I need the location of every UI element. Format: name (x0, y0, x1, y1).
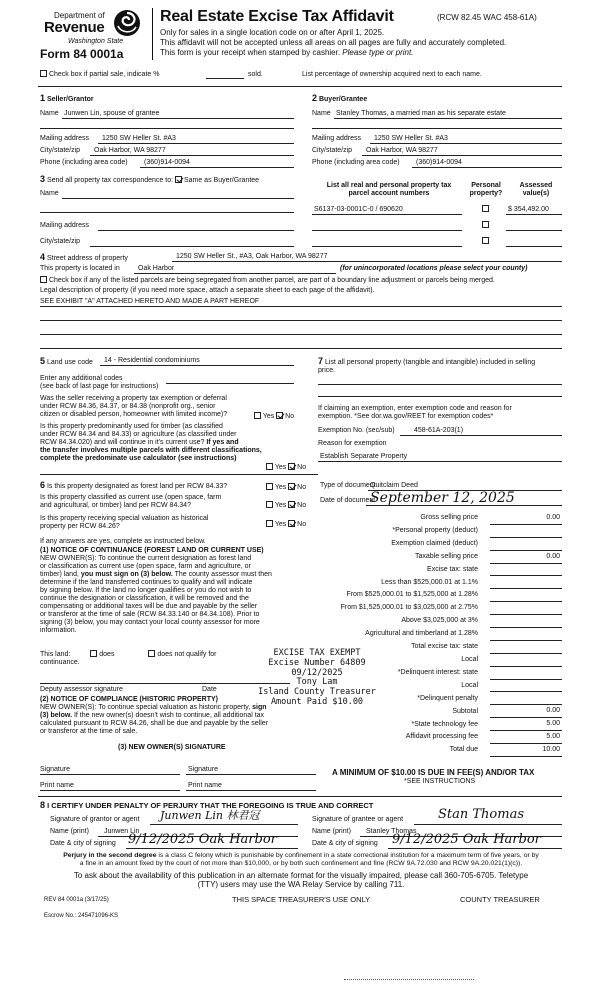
tax-row-value[interactable] (490, 615, 562, 628)
seller-name-field[interactable]: Junwen Lin, spouse of grantee (64, 110, 160, 117)
segregated-row (40, 276, 565, 285)
scan-mark (344, 979, 474, 980)
land-use-code-field[interactable]: 14 - Residential condominiums (104, 357, 200, 364)
alternate-format-note: To ask about the availability of this publication in an alternate format for the visually impaired, please call 360-705-6705. Teletype (TTY) users may use the WA Relay Service by calling 711. (73, 871, 529, 890)
tax-row-label: *Delinquent interest: state (397, 668, 478, 676)
parcel-col-header: List all real and personal property tax parcel account numbers (326, 182, 452, 198)
segregated-text: Check box if any of the listed parcels are being segregated from another parcel, are part of a boundary line adjustment or parcels being merged. (48, 277, 495, 284)
correspondence-text: Send all property tax correspondence to: (46, 177, 174, 184)
form-rcw: (RCW 82.45 WAC 458-61A) (437, 13, 537, 22)
grantee-sig-label: Signature of grantee or agent (312, 816, 404, 823)
personal-checkbox-1[interactable] (482, 205, 489, 214)
county-treasurer-label: COUNTY TREASURER (460, 895, 540, 904)
perjury-note: Perjury in the second degree is a class C felony which is punishable by confinement in a state correctional institution for a maximum term of five years, or by a fine in an amount fixed by the court of not more than $10,000, or by both such confinement and fine (RCW 9A.72.030 and RCW 9A.20.021(1)(c)). (63, 852, 539, 867)
seller-city-label: City/state/zip (40, 147, 81, 154)
sec3-mailing-field[interactable] (98, 230, 294, 231)
seller-heading: 1 Seller/Grantor (40, 93, 94, 103)
same-as-buyer-checkbox[interactable] (175, 176, 182, 183)
owner-signature-1-field[interactable] (40, 774, 180, 775)
buyer-city-field[interactable]: Oak Harbor, WA 98277 (366, 147, 438, 154)
exemption-no-label: Exemption No. (sec/sub) (318, 427, 395, 434)
grantor-sig-label: Signature of grantor or agent (50, 816, 140, 823)
rev-label: REV 84 0001a (3/17/25) (44, 897, 109, 903)
buyer-mailing-label: Mailing address (312, 135, 362, 142)
buyer-phone-field[interactable]: (360)914-0094 (416, 159, 462, 166)
tax-calc-labels (320, 512, 478, 757)
street-address-label: Street address of property (46, 255, 128, 262)
additional-codes-label: Enter any additional codes (see back of last page for instructions) (40, 375, 159, 391)
tax-row-value[interactable] (490, 692, 562, 705)
parcel-number-1[interactable]: S6137-03-0001C-0 / 690620 (314, 206, 403, 213)
see-instructions-note: *SEE INSTRUCTIONS (404, 778, 476, 785)
assessed-value-2[interactable] (506, 230, 562, 231)
grantor-signature[interactable]: Junwen Lin 林君冠 (160, 809, 260, 822)
tax-row-value[interactable] (490, 589, 562, 602)
forest-question: 6 Is this property designated as forest land per RCW 84.33? (40, 480, 228, 490)
legal-desc-line2[interactable] (40, 320, 562, 321)
partial-sale-checkbox[interactable] (40, 70, 47, 77)
grantor-name-field[interactable]: Junwen Lin (104, 828, 140, 835)
header-divider (152, 8, 153, 60)
partial-sale-row (40, 70, 159, 79)
stamp-line3: 09/12/2025 (291, 667, 343, 678)
form-number: Form 84 0001a (40, 47, 124, 61)
deputy-signature-label: Deputy assessor signature (40, 686, 123, 693)
legal-desc-label: Legal description of property (if you need more space, attach a separate sheet to each page of the affidavit). (40, 287, 375, 294)
forest-no-checkbox[interactable] (288, 483, 295, 490)
seller-mailing-field[interactable]: 1250 SW Heller St. #A3 (102, 135, 176, 142)
historical-no-checkbox[interactable] (288, 520, 295, 527)
seller-phone-label: Phone (including area code) (40, 159, 128, 166)
tax-row-label: Above $3,025,000 at 3% (401, 617, 478, 625)
unincorporated-note: (for unincorporated locations please select your county) (340, 265, 528, 272)
personal-property-line1[interactable] (318, 384, 562, 385)
tax-row-label: Total due (449, 746, 478, 754)
list-percentage-note: List percentage of ownership acquired next to each name. (302, 71, 482, 78)
current-use-yes-checkbox[interactable] (266, 501, 273, 508)
grantor-date-label: Date & city of signing (50, 840, 116, 847)
tax-row-value[interactable] (490, 680, 562, 693)
same-as-buyer-label: Same as Buyer/Grantee (183, 177, 260, 184)
tax-row-value[interactable]: 10.00 (490, 744, 562, 757)
correspondence-row: 3 Send all property tax correspondence to: Same as Buyer/Grantee (40, 174, 260, 184)
header-line3-b: Please type or print. (342, 48, 414, 57)
personal-checkbox-2[interactable] (482, 221, 489, 230)
exemption-yes-no: Yes No (254, 412, 294, 421)
tax-row-label: Gross selling price (420, 514, 478, 521)
does-checkbox[interactable] (90, 650, 97, 657)
street-address-field[interactable]: 1250 SW Heller St., #A3, Oak Harbor, WA 98277 (176, 253, 328, 260)
header-line1: Only for sales in a single location code on or after April 1, 2025. (160, 28, 385, 37)
timber-yes-checkbox[interactable] (266, 463, 273, 470)
treasurer-use-label: THIS SPACE TREASURER'S USE ONLY (232, 895, 371, 904)
legal-desc-line3[interactable] (40, 334, 562, 335)
exemption-yes-checkbox[interactable] (254, 412, 261, 419)
buyer-phone-label: Phone (including area code) (312, 159, 400, 166)
doc-type-label: Type of document (320, 482, 376, 489)
tax-row-value[interactable]: 0.00 (490, 705, 562, 718)
exemption-no-field[interactable]: 458-61A-203(1) (414, 427, 464, 434)
tax-row-label: Local (461, 681, 478, 689)
dept-line2: Revenue (44, 19, 105, 36)
tax-row-label: Subtotal (452, 707, 478, 715)
stamp-line1: EXCISE TAX EXEMPT (273, 648, 361, 658)
land-use-label: Land use code (46, 359, 93, 366)
historical-yes-checkbox[interactable] (266, 520, 273, 527)
grantee-signature[interactable]: Stan Thomas (438, 807, 525, 822)
grantee-date-field[interactable]: 9/12/2025 Oak Harbor (392, 832, 541, 847)
tax-row-label: Less than $525,000.01 at 1.1% (381, 578, 478, 586)
state-label: Washington State (68, 38, 124, 45)
tax-row-label: *Personal property (deduct) (392, 526, 478, 534)
doc-date-label: Date of document (320, 497, 376, 504)
tax-row-value[interactable] (490, 641, 562, 654)
any-yes-note: If any answers are yes, complete as instructed below. (40, 538, 206, 545)
tax-row-value[interactable] (490, 628, 562, 641)
dept-line1: Department of (54, 11, 105, 20)
grantor-date-field[interactable]: 9/12/2025 Oak Harbor (128, 832, 277, 847)
buyer-mailing-field[interactable]: 1250 SW Heller St. #A3 (374, 135, 448, 142)
located-label: This property is located in (40, 265, 120, 272)
new-owner-signature-heading: (3) NEW OWNER(S) SIGNATURE (118, 744, 226, 751)
continuance-label: continuance. (40, 659, 80, 666)
partial-sold-label: sold. (248, 71, 263, 78)
claim-exemption-text: If claiming an exemption, enter exemption code and reason for exemption. *See dor.wa.gov/REET for exemption codes* (318, 405, 512, 421)
grantee-date-label: Date & city of signing (312, 840, 378, 847)
minimum-due-note: A MINIMUM OF $10.00 IS DUE IN FEE(S) AND/OR TAX (332, 768, 535, 777)
partial-pct-field[interactable] (206, 78, 244, 79)
parcel-number-2[interactable] (312, 230, 462, 231)
tax-row-value[interactable] (490, 667, 562, 680)
doc-type-field[interactable]: Quitclaim Deed (370, 482, 418, 489)
header-line3 (160, 48, 413, 57)
stamp-line6: Amount Paid $10.00 (270, 696, 364, 707)
form-title: Real Estate Excise Tax Affidavit (160, 8, 394, 25)
assessed-value-3[interactable] (506, 246, 562, 247)
stamp-line4: Tony Lam (296, 677, 338, 688)
escrow-number: Escrow No.: 245471096-KS (44, 913, 119, 919)
tax-row-value[interactable]: 5.00 (490, 731, 562, 744)
partial-sale-label: Check box if partial sale, indicate % (48, 71, 160, 78)
forest-yes-no: Yes No (266, 483, 306, 492)
dor-swirl-icon (112, 8, 142, 38)
timber-question: Is this property predominantly used for timber (as classified under RCW 84.34 and 84.33) or agriculture (as classified under RCW 84.34.020) and will continue in it's current use? If yes and the transfer involves multiple parcels with different classifications, complete the predominate use calculator (see instructions) (40, 423, 262, 463)
tax-row-label: Affidavit processing fee (405, 733, 478, 741)
seller-name-label: Name (40, 110, 59, 117)
owner-signature-1-label: Signature (40, 766, 70, 773)
grantor-name-label: Name (print) (50, 828, 89, 835)
located-field[interactable]: Oak Harbor (138, 265, 175, 272)
additional-codes-field[interactable] (166, 383, 294, 384)
header-line3-a: This form is your receipt when stamped by cashier. (160, 48, 343, 57)
this-land-row: This land: does does not qualify for (40, 651, 217, 658)
personal-property-text: 7 List all personal property (tangible and intangible) included in selling price. (318, 356, 536, 375)
tax-row-value[interactable]: 0.00 (490, 551, 562, 564)
personal-property-line2[interactable] (318, 396, 562, 397)
buyer-name-field[interactable]: Stanley Thomas, a married man as his separate estate (336, 110, 506, 117)
segregated-checkbox[interactable] (40, 276, 47, 283)
tax-row-label: From $1,525,000.01 to $3,025,000 at 2.75% (340, 604, 478, 612)
owner-print-2-field[interactable] (186, 790, 316, 791)
deputy-signature-field[interactable] (40, 683, 290, 684)
assessed-col-header: Assessed value(s) (519, 182, 553, 198)
tax-row-label: Local (461, 655, 478, 663)
tax-row-label: *State technology fee (411, 720, 478, 728)
sec3-name-field[interactable] (62, 198, 294, 199)
tax-row-label: From $525,000.01 to $1,525,000 at 1.28% (346, 591, 478, 599)
notice-continuance: (1) NOTICE OF CONTINUANCE (FOREST LAND OR CURRENT USE) NEW OWNER(S): To continue the current designation as forest land or classification as current use (open space, farm and agriculture, or timber) land, you must sign on (3) below. The county assessor must then determine if the land transferred continues to qualify and will indicate by signing below. If the land no longer qualifies or you do not wish to continue the designation or classification, it will be removed and the compensating or additional taxes will be due and payable by the seller or transferor at the time of sale (RCW 84.33.140 or 84.34.108). Prior to signing (3) below, you may contact your local county assessor for more information. (40, 547, 272, 635)
sec3-mailing-label: Mailing address (40, 222, 90, 229)
tax-row-value[interactable] (490, 654, 562, 667)
tax-row-label: Agricultural and timberland at 1.28% (365, 630, 478, 638)
tax-row-label: Excise tax: state (427, 565, 478, 573)
parcel-number-3[interactable] (312, 246, 462, 247)
stamp-line5: Island County Treasurer (258, 687, 376, 698)
tax-row-value[interactable] (490, 525, 562, 538)
reason-label: Reason for exemption (318, 440, 387, 447)
tax-row-value[interactable]: 5.00 (490, 718, 562, 731)
reason-field[interactable]: Establish Separate Property (320, 453, 408, 460)
exemption-no-checkbox[interactable] (276, 412, 283, 419)
grantee-name-field[interactable]: Stanley Thomas (366, 828, 417, 835)
divider (38, 86, 562, 87)
tax-row-value[interactable] (490, 602, 562, 615)
seller-mailing-label: Mailing address (40, 135, 90, 142)
tax-row-label: Total excise tax: state (411, 643, 478, 651)
current-use-question: Is this property classified as current use (open space, farm and agricultural, or timber) land per RCW 84.34? (40, 494, 222, 510)
owner-print-2-label: Print name (188, 782, 222, 789)
owner-print-1-label: Print name (40, 782, 74, 789)
buyer-name-label: Name (312, 110, 331, 117)
buyer-heading: 2 Buyer/Grantee (312, 93, 368, 103)
tax-row-label: Taxable selling price (414, 552, 478, 560)
current-use-no-checkbox[interactable] (288, 501, 295, 508)
tax-calc-values (490, 512, 562, 757)
historical-yes-no: Yes No (266, 520, 306, 529)
tax-row-label: Exemption claimed (deduct) (391, 539, 478, 547)
personal-col-header: Personal property? (469, 182, 503, 198)
current-use-yes-no: Yes No (266, 501, 306, 510)
tax-row-value[interactable] (490, 576, 562, 589)
historical-question: Is this property receiving special valuation as historical property per RCW 84.26? (40, 515, 209, 531)
does-not-checkbox[interactable] (148, 650, 155, 657)
deputy-date-label: Date (202, 686, 217, 693)
doc-date-field[interactable]: September 12, 2025 (370, 490, 515, 506)
notice-compliance: (2) NOTICE OF COMPLIANCE (HISTORIC PROPERTY) NEW OWNER(S): To continue special valuation as historic property, sign (3) below. If the new owner(s) doesn't wish to continue, all additional tax calculated pursuant to RCW 84.26, shall be due and payable by the seller or transferor at the time of sale. (40, 696, 269, 736)
dor-logo (40, 8, 145, 60)
tax-row-value[interactable] (490, 538, 562, 551)
owner-signature-2-field[interactable] (186, 774, 316, 775)
seller-phone-field[interactable]: (360)914-0094 (144, 159, 190, 166)
header-line2: This affidavit will not be accepted unless all areas on all pages are fully and accurately completed. (160, 38, 507, 47)
tax-row-value[interactable] (490, 564, 562, 577)
legal-desc-field[interactable]: SEE EXHIBIT "A" ATTACHED HERETO AND MADE A PART HEREOF (40, 298, 260, 305)
owner-print-1-field[interactable] (40, 790, 180, 791)
stamp-line2: Excise Number 64809 (268, 657, 366, 668)
sec3-city-label: City/state/zip (40, 238, 81, 245)
sec3-city-field[interactable] (90, 246, 294, 247)
timber-yes-no: Yes No (266, 463, 306, 472)
sec3-name-label: Name (40, 190, 59, 197)
tax-row-label: *Delinquent penalty (417, 694, 478, 702)
seller-city-field[interactable]: Oak Harbor, WA 98277 (94, 147, 166, 154)
assessed-value-1[interactable]: $ 354,492.00 (508, 206, 549, 213)
tax-row-value[interactable]: 0.00 (490, 512, 562, 525)
land-use-row: 5 Land use code (40, 356, 93, 366)
street-address-row: 4 Street address of property (40, 252, 128, 262)
grantee-name-label: Name (print) (312, 828, 351, 835)
personal-checkbox-3[interactable] (482, 237, 489, 246)
timber-no-checkbox[interactable] (288, 463, 295, 470)
certify-heading: 8 I CERTIFY UNDER PENALTY OF PERJURY THAT THE FOREGOING IS TRUE AND CORRECT (40, 800, 374, 810)
forest-yes-checkbox[interactable] (266, 483, 273, 490)
buyer-city-label: City/state/zip (312, 147, 353, 154)
exemption-question: Was the seller receiving a property tax exemption or deferral under RCW 84.36, 84.37, or 84.38 (nonprofit org., senior citizen or disabled person, homeowner with limited income)? (40, 395, 228, 419)
owner-signature-2-label: Signature (188, 766, 218, 773)
